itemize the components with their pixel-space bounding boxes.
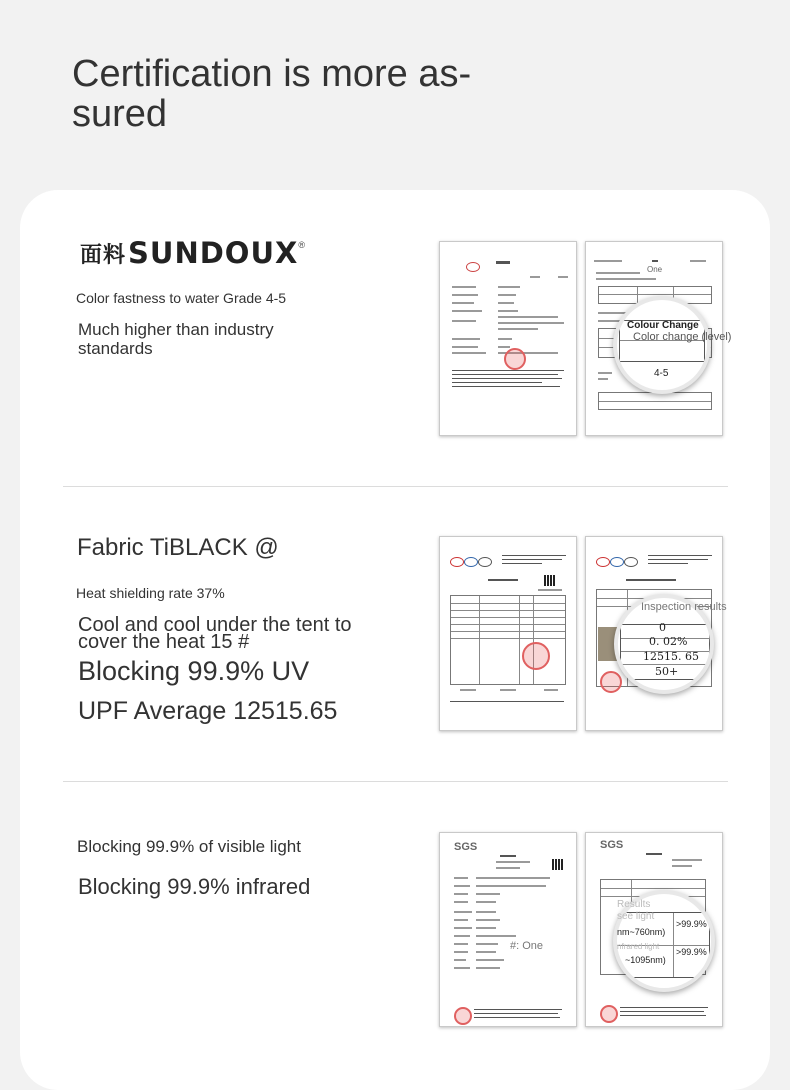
infrared-blocking-value: >99.9% (676, 947, 707, 957)
logo-cn-text: 面料 (80, 241, 127, 267)
inspection-value-4: 50+ (655, 665, 679, 678)
certificate-document-3a (439, 832, 577, 1027)
page-headline: Certification is more as-sured (72, 53, 472, 135)
cool-tent-text: Cool and cool under the tent to cover the heat 15 # (78, 614, 352, 653)
visible-range-label: nm~760nm) (617, 927, 666, 937)
magnifier-faint-infrared: nfrared light (617, 942, 660, 951)
infrared-range-label: ~1095nm) (625, 955, 666, 965)
blocking-uv-text: Blocking 99.9% UV (78, 656, 310, 686)
sundoux-logo (80, 236, 305, 270)
visible-light-text: Blocking 99.9% of visible light (77, 837, 301, 856)
inspection-results-header: Inspection results (641, 601, 727, 613)
sgs-logo-1: SGS (454, 841, 478, 853)
colour-change-title: Colour Change (627, 320, 699, 331)
logo-brand-text: SUNDOUX (128, 236, 299, 270)
industry-standard-text: Much higher than industry standards (78, 320, 274, 358)
inspection-value-1: 0 (659, 621, 666, 634)
upf-average-text: UPF Average 12515.65 (78, 697, 338, 725)
colour-change-subtitle: Color change (level) (633, 331, 732, 343)
fabric-tiblack-text: Fabric TiBLACK @ (77, 534, 279, 561)
certificate-document-1a (439, 241, 577, 436)
visible-blocking-value: >99.9% (676, 919, 707, 929)
section-divider-2 (63, 781, 728, 782)
certificate-document-2a (439, 536, 577, 731)
section-divider-1 (63, 486, 728, 487)
colour-change-value: 4-5 (654, 368, 669, 379)
doc-number-label: #: One (510, 940, 544, 952)
sgs-logo-2: SGS (600, 839, 624, 851)
inspection-value-2: 0. 02% (649, 635, 688, 648)
registered-mark: ® (298, 240, 305, 250)
inspection-value-3: 12515. 65 (643, 650, 699, 663)
heat-shielding-text: Heat shielding rate 37% (76, 585, 225, 601)
magnifier-colour-change (613, 296, 711, 394)
magnifier-faint-results: Results (617, 899, 651, 910)
magnifier-faint-visible: see light (617, 911, 655, 922)
infrared-text: Blocking 99.9% infrared (78, 874, 311, 899)
water-fastness-text: Color fastness to water Grade 4-5 (76, 290, 287, 306)
doc-corner-label: One (647, 265, 663, 274)
